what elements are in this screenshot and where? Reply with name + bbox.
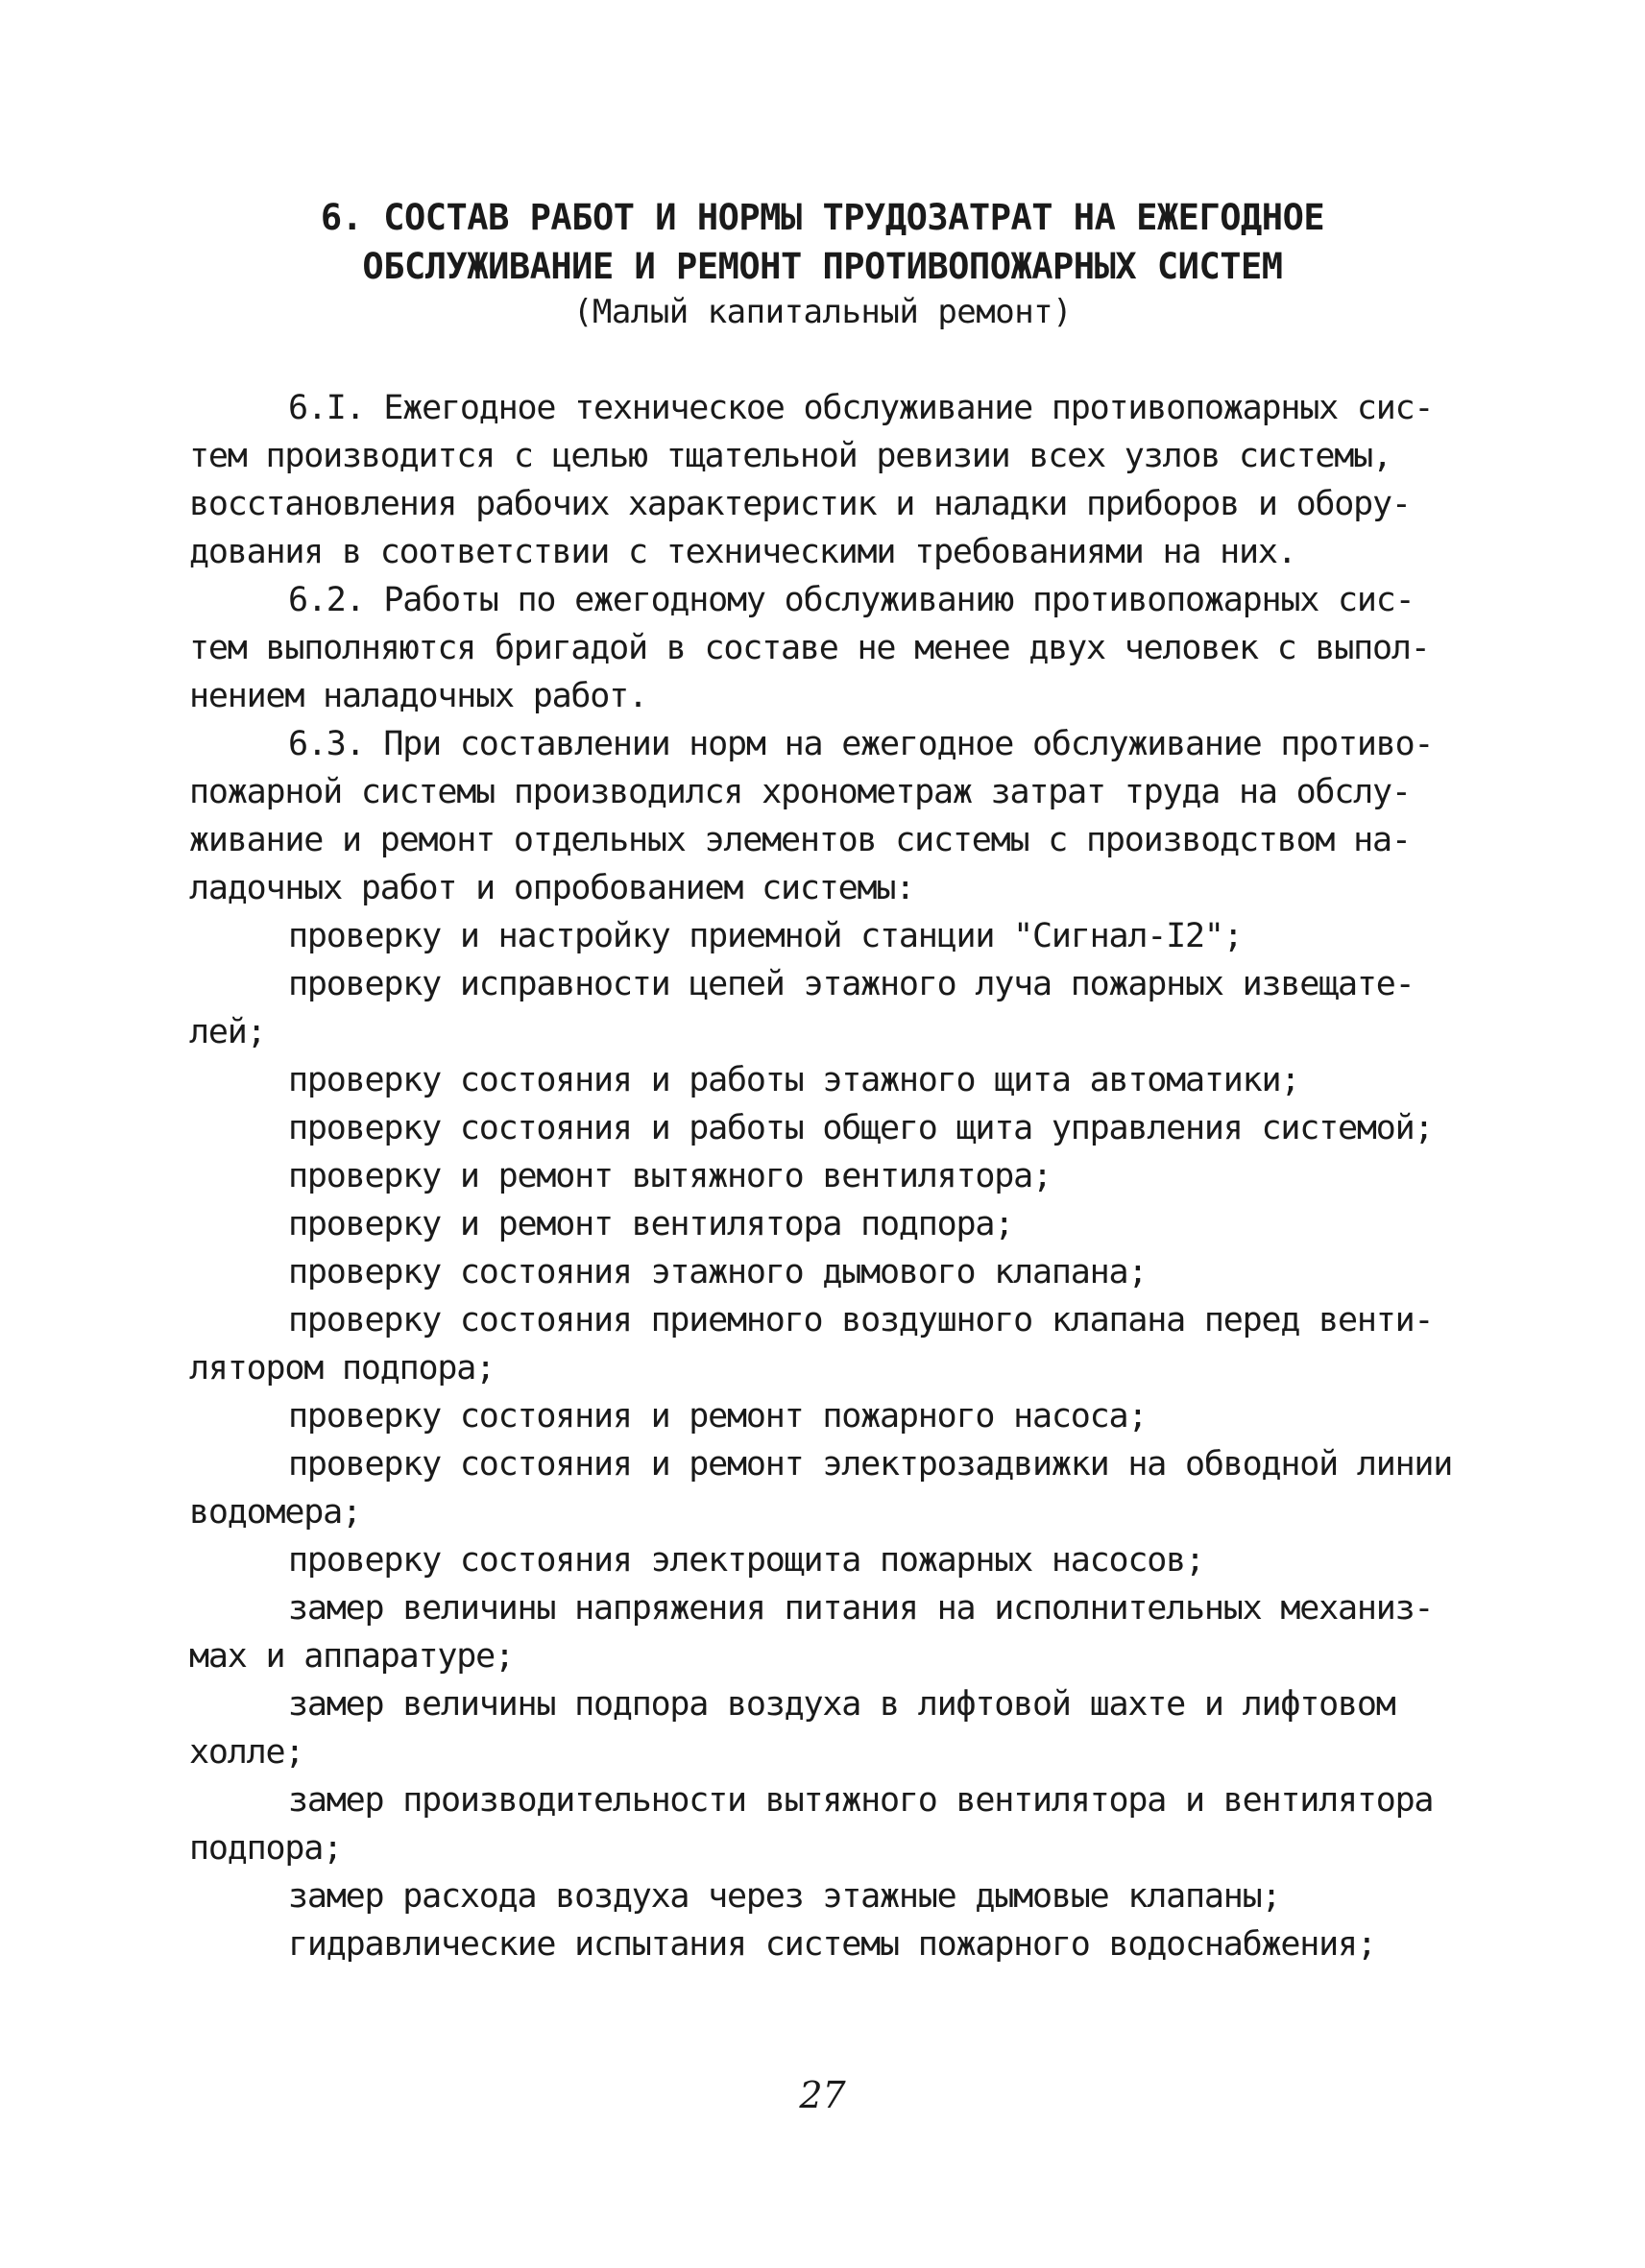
page-number: 27 [799, 2074, 846, 2116]
section-subtitle: (Малый капитальный ремонт) [572, 293, 1073, 331]
work-item-continuation: водомера; [189, 1493, 361, 1532]
work-item-line: проверку и настройку приемной станции "Сигнал-I2"; [288, 917, 1243, 955]
work-item-line: проверку состояния приемного воздушного клапана перед венти- [288, 1301, 1434, 1339]
work-item-line: проверку состояния и ремонт пожарного насоса; [288, 1397, 1148, 1436]
work-item-line: гидравлические испытания системы пожарного водоснабжения; [288, 1925, 1376, 1964]
work-item-line: замер величины подпора воздуха в лифтовой шахте и лифтовом [288, 1685, 1395, 1724]
work-item-continuation: лятором подпора; [189, 1349, 495, 1387]
work-item-line: замер величины напряжения питания на исполнительных механиз- [288, 1589, 1434, 1628]
paragraph-6-3-line: ладочных работ и опробованием системы: [189, 869, 915, 907]
work-item-line: проверку исправности цепей этажного луча пожарных извещате- [288, 965, 1415, 1003]
work-item-continuation: холле; [189, 1733, 304, 1772]
paragraph-6-2-line: 6.2. Работы по ежегодному обслуживанию противопожарных сис- [288, 581, 1415, 619]
paragraph-6-2-line: нением наладочных работ. [189, 677, 647, 715]
work-item-continuation: лей; [189, 1013, 266, 1051]
work-item-line: проверку состояния и работы этажного щита автоматики; [288, 1061, 1300, 1099]
paragraph-6-1-line: 6.I. Ежегодное техническое обслуживание противопожарных сис- [288, 389, 1434, 427]
paragraph-6-3-line: пожарной системы производился хронометраж затрат труда на обслу- [189, 773, 1411, 811]
work-item-continuation: подпора; [189, 1829, 342, 1868]
paragraph-6-1-line: восстановления рабочих характеристик и наладки приборов и обору- [189, 485, 1411, 523]
paragraph-6-1-line: дования в соответствии с техническими требованиями на них. [189, 533, 1296, 571]
paragraph-6-3-line: 6.3. При составлении норм на ежегодное обслуживание противо- [288, 725, 1434, 763]
work-item-line: проверку состояния и работы общего щита управления системой; [288, 1109, 1434, 1147]
work-item-line: проверку состояния электрощита пожарных насосов; [288, 1541, 1204, 1580]
work-item-line: проверку и ремонт вытяжного вентилятора; [288, 1157, 1052, 1195]
paragraph-6-1-line: тем производится с целью тщательной ревизии всех узлов системы, [189, 437, 1391, 475]
work-item-line: проверку состояния и ремонт электрозадвижки на обводной линии [288, 1445, 1453, 1484]
work-item-line: замер производительности вытяжного вентилятора и вентилятора [288, 1781, 1434, 1820]
paragraph-6-2-line: тем выполняются бригадой в составе не менее двух человек с выпол- [189, 629, 1430, 667]
work-item-line: проверку и ремонт вентилятора подпора; [288, 1205, 1014, 1243]
section-title-line-1: 6. СОСТАВ РАБОТ И НОРМЫ ТРУДОЗАТРАТ НА ЕЖЕГОДНОЕ [320, 197, 1325, 238]
work-item-line: проверку состояния этажного дымового клапана; [288, 1253, 1148, 1291]
section-title-line-2: ОБСЛУЖИВАНИЕ И РЕМОНТ ПРОТИВОПОЖАРНЫХ СИСТЕМ [362, 246, 1283, 287]
work-item-line: замер расхода воздуха через этажные дымовые клапаны; [288, 1877, 1281, 1916]
work-item-continuation: мах и аппаратуре; [189, 1637, 514, 1676]
paragraph-6-3-line: живание и ремонт отдельных элементов системы с производством на- [189, 821, 1411, 859]
